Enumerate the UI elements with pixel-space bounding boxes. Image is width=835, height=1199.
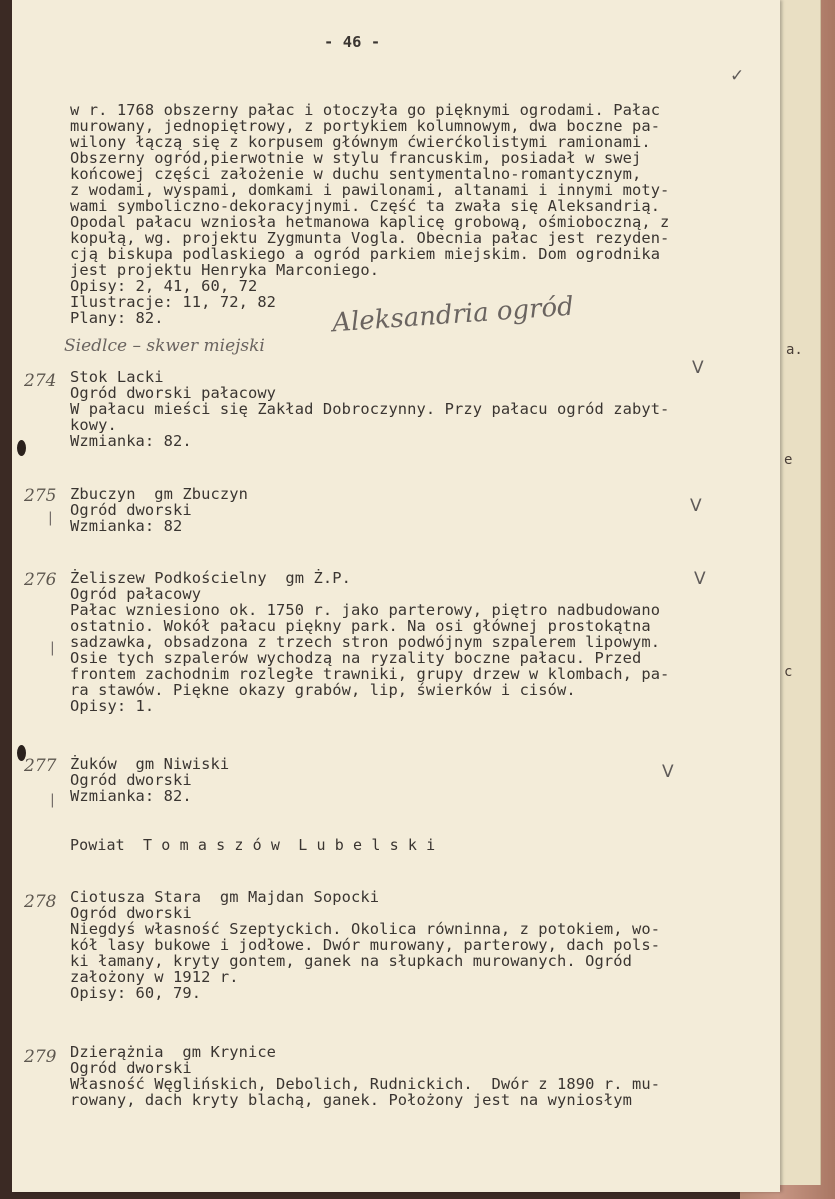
text-line: Osie tych szpalerów wychodzą na ryzality boczne pałacu. Przed xyxy=(70,649,642,667)
text-line: wilony łączą się z korpusem głównym ćwierćkolistymi ramionami. xyxy=(70,133,651,151)
text-line: Opisy: 1. xyxy=(70,697,155,715)
text-line: Niegdyś własność Szeptyckich. Okolica równinna, z potokiem, wo- xyxy=(70,920,661,938)
text-line: Pałac wzniesiono ok. 1750 r. jako parterowy, piętro nadbudowano xyxy=(70,601,661,619)
text-line: Ogród dworski pałacowy xyxy=(70,384,277,402)
page-number: - 46 - xyxy=(324,33,381,51)
check-mark: V xyxy=(692,358,704,378)
entry-title: Dzierążnia gm Krynice xyxy=(70,1043,277,1061)
text-line: Ogród dworski xyxy=(70,1059,192,1077)
text-line: w r. 1768 obszerny pałac i otoczyła go pięknymi ogrodami. Pałac xyxy=(70,101,661,119)
text-line: Opisy: 2, 41, 60, 72 xyxy=(70,277,258,295)
text-line: Ogród dworski xyxy=(70,904,192,922)
text-line: rowany, dach kryty blachą, ganek. Położony jest na wyniosłym xyxy=(70,1091,632,1109)
text-line: cją biskupa podlaskiego a ogród parkiem miejskim. Dom ogrodnika xyxy=(70,245,661,263)
text-line: Ogród dworski xyxy=(70,771,192,789)
handwritten-note: Siedlce – skwer miejski xyxy=(64,336,265,356)
check-mark: V xyxy=(662,762,674,782)
text-line: Obszerny ogród,pierwotnie w stylu francuskim, posiadał w swej xyxy=(70,149,642,167)
text-line: Opisy: 60, 79. xyxy=(70,984,202,1002)
text-line: kół lasy bukowe i jodłowe. Dwór murowany, parterowy, dach pols- xyxy=(70,936,661,954)
entry-number: 278 xyxy=(24,892,57,912)
text-line: ki łamany, kryty gontem, ganek na słupkach murowanych. Ogród xyxy=(70,952,632,970)
text-line: Wzmianka: 82 xyxy=(70,517,183,535)
entry-number: 275 xyxy=(24,486,57,506)
margin-mark: | xyxy=(50,792,55,808)
text-line: jest projektu Henryka Marconiego. xyxy=(70,261,380,279)
text-line: końcowej części założenie w duchu sentymentalno-romantycznym, xyxy=(70,165,642,183)
check-mark: V xyxy=(694,569,706,589)
underlying-page-letter: c xyxy=(784,664,793,680)
check-mark: V xyxy=(690,496,702,516)
margin-mark: | xyxy=(48,510,53,526)
text-line: ra stawów. Piękne okazy grabów, lip, świerków i cisów. xyxy=(70,681,576,699)
entry-number: 276 xyxy=(24,570,57,590)
entry-title: Stok Lacki xyxy=(70,368,164,386)
top-check-mark: ✓ xyxy=(730,66,745,86)
text-line: Opodal pałacu wzniosła hetmanowa kaplicę grobową, ośmioboczną, z xyxy=(70,213,670,231)
margin-mark: | xyxy=(50,640,55,656)
text-line: wami symboliczno-dekoracyjnymi. Część ta zwała się Aleksandrią. xyxy=(70,197,661,215)
text-line: Ogród pałacowy xyxy=(70,585,202,603)
binding-hole xyxy=(17,440,26,456)
text-line: frontem zachodnim rozległe trawniki, grupy drzew w klombach, pa- xyxy=(70,665,670,683)
entry-number: 277 xyxy=(24,756,57,776)
text-line: kowy. xyxy=(70,416,117,434)
text-line: Własność Węglińskich, Debolich, Rudnickich. Dwór z 1890 r. mu- xyxy=(70,1075,661,1093)
text-line: Wzmianka: 82. xyxy=(70,787,192,805)
text-line: Ogród dworski xyxy=(70,501,192,519)
underlying-page-letter: e xyxy=(784,452,793,468)
underlying-page-letter: a. xyxy=(786,342,803,358)
document-page xyxy=(12,0,780,1192)
entry-title: Zbuczyn gm Zbuczyn xyxy=(70,485,248,503)
entry-title: Żeliszew Podkościelny gm Ż.P. xyxy=(70,569,351,587)
text-line: Ilustracje: 11, 72, 82 xyxy=(70,293,277,311)
entry-number: 274 xyxy=(24,371,57,391)
text-line: sadzawka, obsadzona z trzech stron podwójnym szpalerem lipowym. xyxy=(70,633,661,651)
text-line: W pałacu mieści się Zakład Dobroczynny. Przy pałacu ogród zabyt- xyxy=(70,400,670,418)
text-line: Plany: 82. xyxy=(70,309,164,327)
text-line: z wodami, wyspami, domkami i pawilonami, altanami i innymi moty- xyxy=(70,181,670,199)
handwritten-note: Aleksandria ogród xyxy=(331,291,575,339)
text-line: założony w 1912 r. xyxy=(70,968,239,986)
text-line: Wzmianka: 82. xyxy=(70,432,192,450)
section-heading: Powiat T o m a s z ó w L u b e l s k i xyxy=(70,836,436,854)
entry-title: Ciotusza Stara gm Majdan Sopocki xyxy=(70,888,380,906)
text-line: kopułą, wg. projektu Zygmunta Vogla. Obecnia pałac jest rezyden- xyxy=(70,229,670,247)
text-line: murowany, jednopiętrowy, z portykiem kolumnowym, dwa boczne pa- xyxy=(70,117,661,135)
entry-title: Żuków gm Niwiski xyxy=(70,755,230,773)
entry-number: 279 xyxy=(24,1047,57,1067)
text-line: ostatnio. Wokół pałacu piękny park. Na osi głównej prostokątna xyxy=(70,617,651,635)
